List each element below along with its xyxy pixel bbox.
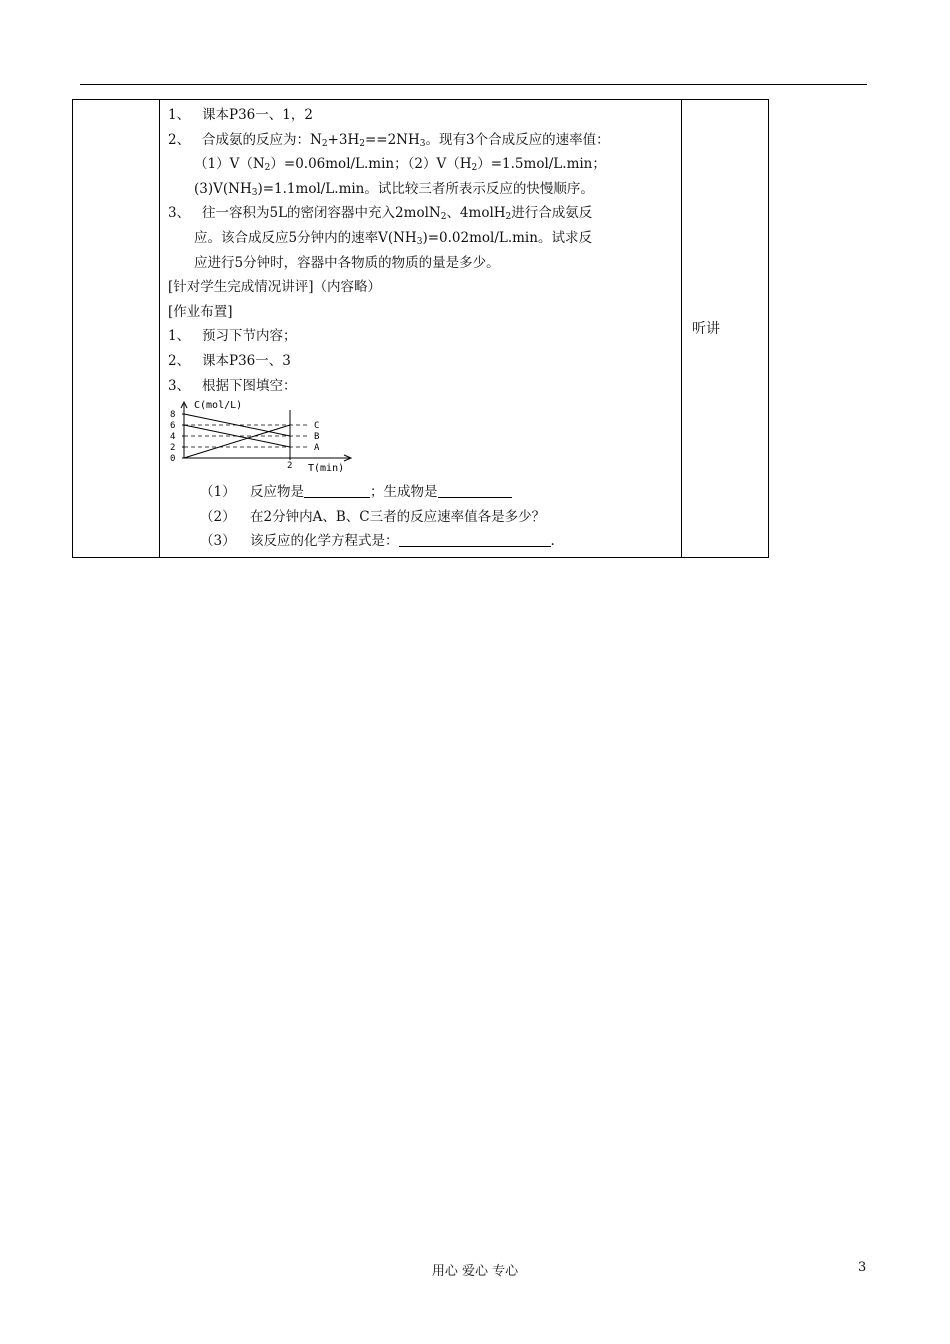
- review-note: [针对学生完成情况讲评]（内容略）: [168, 279, 382, 296]
- series-label-C: C: [314, 421, 320, 432]
- series-line-C: [184, 425, 290, 458]
- equation-blank[interactable]: [399, 532, 551, 547]
- y-axis-label: C(mol/L): [194, 400, 243, 412]
- left-column-cell: [73, 100, 160, 558]
- y-tick-label: 6: [170, 421, 176, 432]
- question-3: （3） 该反应的化学方程式是： .: [200, 533, 555, 550]
- y-tick-label: 8: [170, 410, 176, 421]
- y-tick-label: 2: [170, 443, 176, 454]
- series-label-A: A: [314, 443, 320, 454]
- item-1: 1、 课本P36一、1，2: [168, 107, 313, 123]
- reactant-blank[interactable]: [304, 483, 370, 498]
- item-2-rates-2: $(3)V(NH_3)=1.1mol/L.\min$。试比较三者所表示反应的快慢顺序。: [194, 180, 594, 198]
- item-3: 3、 往一容积为5L的密闭容器中充入2molN$_2$、4molH$_2$进行合成氨反: [168, 205, 593, 223]
- item-3-line-2: 应。该合成反应5分钟内的速率$V(NH_3)=0.02mol/L.\min$。试求反: [194, 229, 592, 247]
- item-2: 2、 合成氨的反应为：$N_2+3H_2==2NH_3$。现有3个合成反应的速率值：: [168, 131, 610, 149]
- x-tick-label: 2: [287, 461, 293, 472]
- concentration-time-chart: [168, 400, 378, 472]
- hw-item-2: 2、 课本P36一、3: [168, 352, 291, 369]
- y-tick-label: 4: [170, 432, 176, 443]
- item-2-rates-1: $(1)V(N_2)=0.06mol/L.\min$；$(2)V(H_2)=1.5mol/L.\min$；: [194, 156, 606, 174]
- product-blank[interactable]: [438, 483, 512, 498]
- x-axis-label: T(min): [308, 463, 345, 473]
- lesson-table: [72, 99, 769, 558]
- content-cell: [160, 100, 682, 558]
- page-footer: 用心 爱心 专心: [431, 1264, 519, 1279]
- homework-title: [作业布置]: [168, 303, 233, 320]
- question-1: （1） 反应物是 ；生成物是: [168, 480, 675, 505]
- side-note-cell: [682, 100, 769, 558]
- hw-item-3: 3、 根据下图填空：: [168, 377, 297, 394]
- question-2: （2） 在2分钟内A、B、C三者的反应速率值各是多少？: [200, 508, 546, 525]
- series-label-B: B: [314, 432, 320, 443]
- y-tick-label: 0: [170, 454, 176, 465]
- side-note: 听讲: [692, 321, 720, 338]
- item-3-line-3: 应进行5分钟时，容器中各物质的物质的量是多少。: [194, 254, 500, 271]
- hw-item-1: 1、 预习下节内容；: [168, 328, 297, 345]
- header-rule: [80, 84, 867, 85]
- page-number: 3: [858, 1260, 867, 1275]
